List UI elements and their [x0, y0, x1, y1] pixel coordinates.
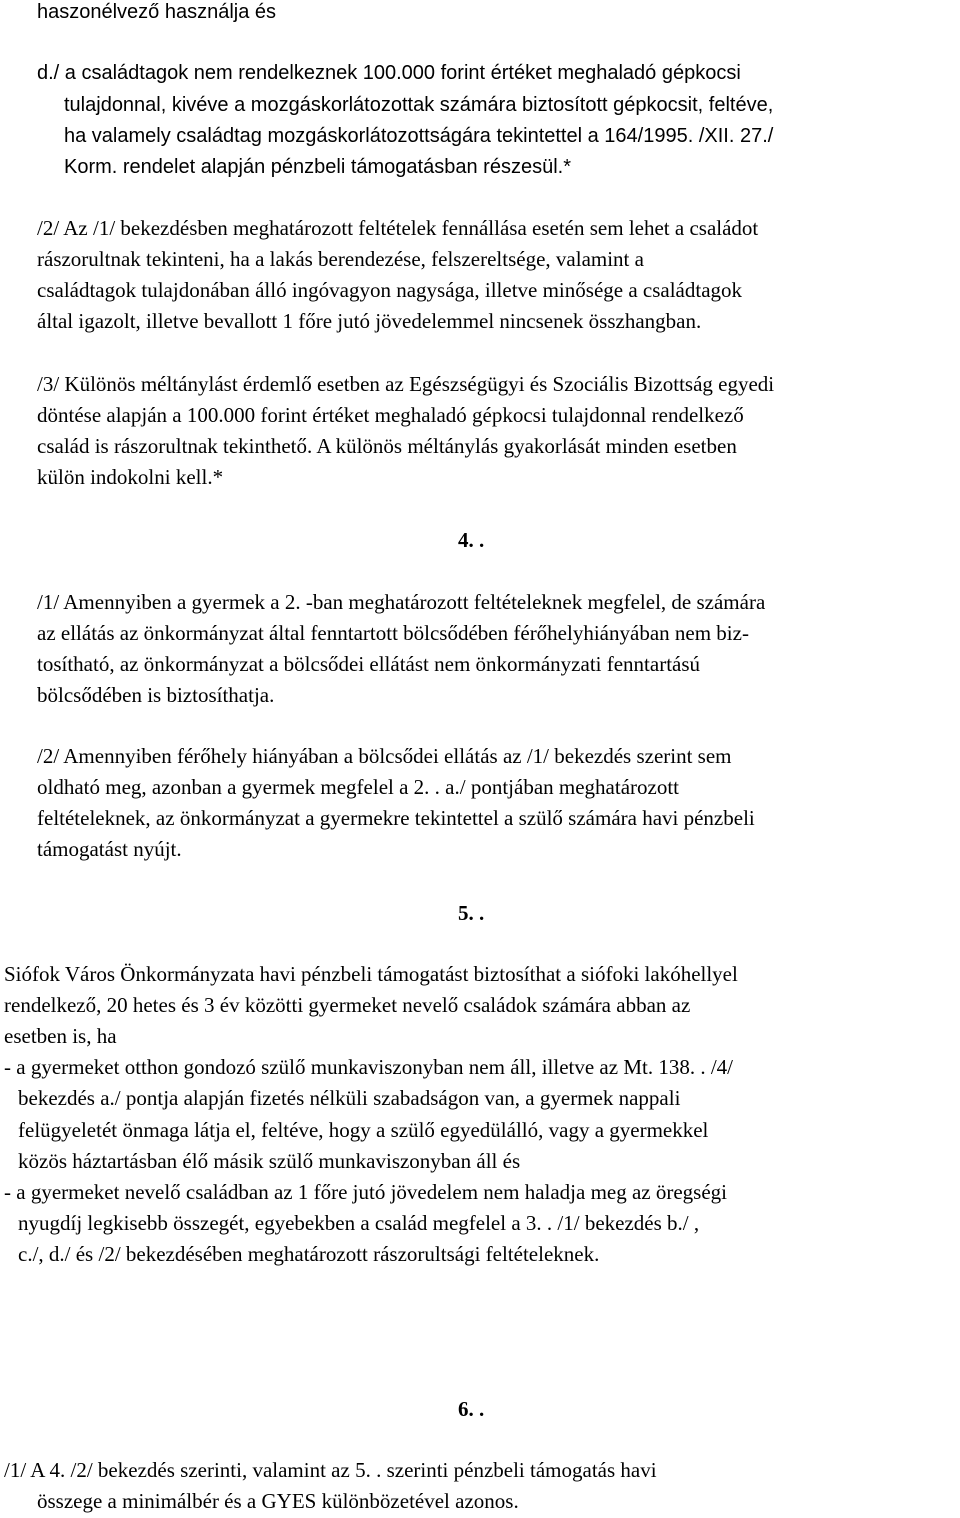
text-line: rászorultnak tekinteni, ha a lakás berendezése, felszereltsége, valamint a: [37, 247, 644, 271]
text-line: /1/ A 4. /2/ bekezdés szerinti, valamint az 5. . szerinti pénzbeli támogatás havi: [4, 1458, 657, 1482]
text-line: haszonélvező használja és: [37, 1, 277, 23]
text-line: tosítható, az önkormányzat a bölcsődei ellátást nem önkormányzati fenntartású: [37, 652, 701, 676]
text-line: d./ a családtagok nem rendelkeznek 100.000 forint értéket meghaladó gépkocsi: [37, 62, 741, 84]
text-line: - a gyermeket nevelő családban az 1 főre jutó jövedelem nem haladja meg az öregségi: [4, 1180, 728, 1204]
text-line: támogatást nyújt.: [37, 837, 182, 861]
text-line: feltételeknek, az önkormányzat a gyermekre tekintettel a szülő számára havi pénzbeli: [37, 806, 755, 830]
text-line: bölcsődében is biztosíthatja.: [37, 683, 275, 707]
text-line: külön indokolni kell.*: [37, 465, 224, 489]
text-line: által igazolt, illetve bevallott 1 főre jutó jövedelemmel nincsenek összhangban.: [37, 309, 702, 333]
text-line: ha valamely családtag mozgáskorlátozottságára tekintettel a 164/1995. /XII. 27./: [64, 125, 774, 147]
text-line: c./, d./ és /2/ bekezdésében meghatározott rászorultsági feltételeknek.: [18, 1242, 600, 1266]
section-heading: 4. .: [458, 528, 485, 552]
text-line: tulajdonnal, kivéve a mozgáskorlátozottak számára biztosított gépkocsit, feltéve,: [64, 94, 774, 116]
text-line: közös háztartásban élő másik szülő munkaviszonyban áll és: [18, 1149, 521, 1173]
text-line: esetben is, ha: [4, 1024, 117, 1048]
text-line: oldható meg, azonban a gyermek megfelel a 2. . a./ pontjában meghatározott: [37, 775, 680, 799]
section-heading: 5. .: [458, 901, 485, 925]
text-line: Siófok Város Önkormányzata havi pénzbeli támogatást biztosíthat a siófoki lakóhellyel: [4, 962, 738, 986]
text-line: /1/ Amennyiben a gyermek a 2. -ban meghatározott feltételeknek megfelel, de számára: [37, 590, 766, 614]
text-line: nyugdíj legkisebb összegét, egyebekben a család megfelel a 3. . /1/ bekezdés b./ ,: [18, 1211, 700, 1235]
text-line: /3/ Különös méltánylást érdemlő esetben az Egészségügyi és Szociális Bizottság egyedi: [37, 372, 775, 396]
text-line: az ellátás az önkormányzat által fenntartott bölcsődében férőhelyhiányában nem biz-: [37, 621, 749, 645]
text-line: bekezdés a./ pontja alapján fizetés nélküli szabadságon van, a gyermek nappali: [18, 1086, 681, 1110]
section-heading: 6. .: [458, 1397, 485, 1421]
text-line: családtagok tulajdonában álló ingóvagyon nagysága, illetve minősége a családtagok: [37, 278, 743, 302]
text-line: összege a minimálbér és a GYES különbözetével azonos.: [37, 1489, 519, 1513]
text-line: /2/ Az /1/ bekezdésben meghatározott feltételek fennállása esetén sem lehet a családot: [37, 216, 759, 240]
text-line: Korm. rendelet alapján pénzbeli támogatásban részesül.*: [64, 156, 571, 178]
text-line: döntése alapján a 100.000 forint értéket meghaladó gépkocsi tulajdonnal rendelkező: [37, 403, 744, 427]
text-line: - a gyermeket otthon gondozó szülő munkaviszonyban nem áll, illetve az Mt. 138. . /4/: [4, 1055, 734, 1079]
text-line: /2/ Amennyiben férőhely hiányában a bölcsődei ellátás az /1/ bekezdés szerint sem: [37, 744, 732, 768]
text-line: család is rászorultnak tekinthető. A különös méltánylás gyakorlását minden esetben: [37, 434, 737, 458]
text-line: felügyeletét önmaga látja el, feltéve, hogy a szülő egyedülálló, vagy a gyermekkel: [18, 1118, 709, 1142]
text-line: rendelkező, 20 hetes és 3 év közötti gyermeket nevelő családok számára abban az: [4, 993, 691, 1017]
